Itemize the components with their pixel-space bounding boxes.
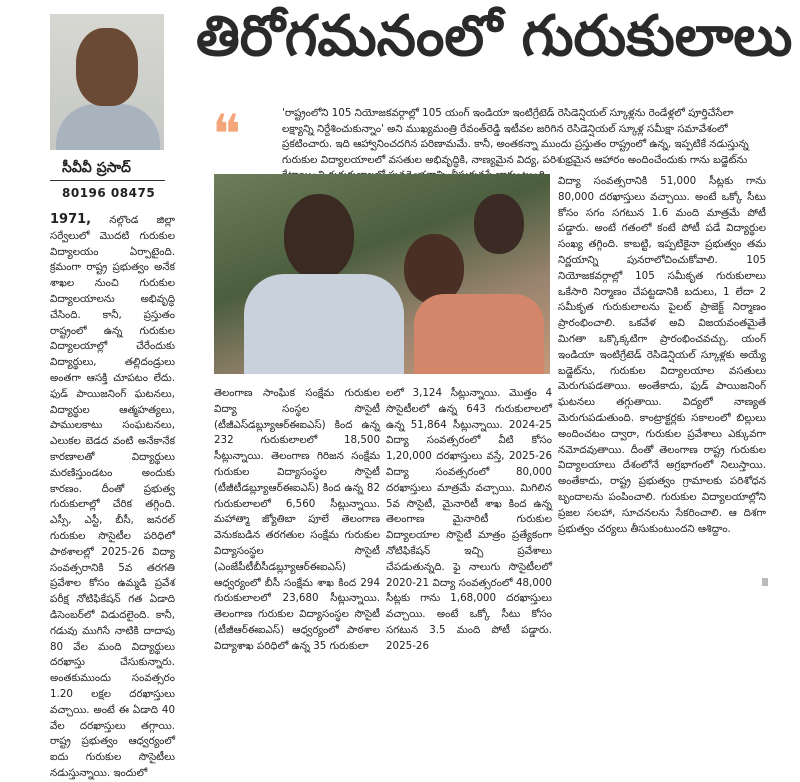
author-name: సీవీవీ ప్రసాద్	[62, 160, 131, 176]
article-column-2: తెలంగాణ సాంఘిక సంక్షేమ గురుకుల విద్యా సంస్థల సొసైటీ (టీజీఎస్‌డబ్ల్యూఆర్ఈఐఎస్) కింద ఉన్న 232 గురుకులాలలో 18,500 సీట్లున్నాయి. తెలంగాణ గిరిజన సంక్షేమ గురుకుల విద్యాసంస్థల సొసైటీ (టీజీటీడబ్ల్యూఆర్ఈఐఎస్) కింద ఉన్న 82 గురుకులాలలో 6,560 సీట్లున్నాయి. మహాత్మా జ్యోతిబా పూలే తెలంగాణ వెనుకబడిన తరగతుల సంక్షేమ గురుకుల విద్యాసంస్థల సొసైటీ (ఎంజేపీటీబీసీడబ్ల్యూఆర్ఈఐఎస్) ఆధ్వర్యంలో బీసీ సంక్షేమ శాఖ కింద 294 గురుకులాలలో 23,680 సీట్లున్నాయి. తెలంగాణ గురుకుల విద్యాసంస్థల సొసైటీ (టీజీఆర్ఈఐఎస్) ఆధ్వర్యంలో పాఠశాల విద్యాశాఖ పరిధిలో ఉన్న 35 గురుకులా	[214, 387, 380, 652]
lead-word: 1971,	[50, 212, 92, 227]
author-photo	[50, 14, 164, 150]
news-photo	[214, 174, 550, 374]
quote-icon: ❝	[212, 103, 242, 166]
article-column-4: విద్యా సంవత్సరానికి 51,000 సీట్లకు గాను 80,000 దరఖాస్తులు వచ్చాయి. అంటే ఒక్కో సీటు కోసం సగం సగటున 1.6 మంది మాత్రమే పోటీ పడ్డారు. అంటే గతంలో కంటే పోటీ పడే విద్యార్థుల సంఖ్య తగ్గింది. కాబట్టి, ఇప్పటికైనా ప్రభుత్వం తమ నిర్ణయాన్ని పునరాలోచించుకోవాలి. 105 నియోజకవర్గాల్లో 105 సమీకృత గురుకులాలు ఒకేసారి నిర్మాణం చేపట్టడానికి బదులు, 1 లేదా 2 సమీకృత గురుకులాలను పైలట్ ప్రాజెక్ట్ నిర్మాణం ప్రారంభించాలి. ఒకవేళ అవి విజయవంతమైతే మిగతా ఒక్కొక్కటిగా ప్రారంభించవచ్చు. యంగ్ ఇండియా ఇంటిగ్రేటెడ్ రెసిడెన్షియల్ స్కూళ్లకు అయ్యే బడ్జెట్‌ను, గురుకుల విద్యాలయాల వసతులు మెరుగుపడతాయి. అంతేకాదు, ఫుడ్ పాయిజనింగ్ ఘటనలు తగ్గుతాయి. విద్యలో నాణ్యత మెరుగుపడుతుంది. కాంట్రాక్టర్లకు సకాలంలో బిల్లులు అందించటం ద్వారా, గురుకుల ప్రవేశాలు ఎక్కువగా నమోదవుతాయి. దీంతో తెలంగాణ రాష్ట్ర గురుకుల విద్యాలయాలు దేశంలోనే అగ్రభాగంలో నిలుస్తాయి. అంతేకాదు, రాష్ట్ర ప్రభుత్వం గ్రామాలకు పరిశోధన బృందాలను పంపించాలి. గురుకుల విద్యాలయాల్లోని ప్రజల సలహా, సూచనలను సేకరించాలి. ఆ దిశగా ప్రభుత్వం చర్యలు తీసుకుంటుందని ఆశిద్దాం.	[558, 175, 766, 535]
author-phone: 80196 08475	[62, 186, 156, 200]
headline: తిరోగమనంలో గురుకులాలు	[196, 4, 793, 69]
end-marker	[762, 578, 768, 586]
article-column-1	[50, 212, 175, 782]
column-1-text: నల్గొండ జిల్లా సర్వేలులో మొదటి గురుకుల విద్యాలయం ఏర్పాటైంది. క్రమంగా రాష్ట్ర ప్రభుత్వం అనేక శాఖల నుంచి గురుకుల విద్యాలయాలను అభివృద్ధి చేసింది. కానీ, ప్రస్తుతం రాష్ట్రంలో ఉన్న గురుకుల విద్యాలయాల్లో చేరేందుకు విద్యార్థులు, తల్లిదండ్రులు అంతగా ఆసక్తి చూపటం లేదు. ఫుడ్ పాయిజనింగ్ ఘటనలు, విద్యార్థుల ఆత్మహత్యలు, పాములకాటు సంఘటనలు, ఎలుకల బెడద వంటి అనేకానేక కారణాలతో విద్యార్థులు మరణిస్తుండటం అందుకు కారణం. దీంతో ప్రభుత్వ గురుకులాల్లో చేరిక తగ్గింది. ఎస్సీ, ఎస్టీ, బీసీ, జనరల్ గురుకుల సొసైటీల పరిధిలో పాఠశాలల్లో 2025-26 విద్యా సంవత్సరానికి 5వ తరగతి ప్రవేశాల కోసం ఉమ్మడి ప్రవేశ పరీక్ష నోటిఫికేషన్ గత ఏడాది డిసెంబర్‌లో విడుదలైంది. కానీ, గడువు ముగిసే నాటికి దాదాపు 80 వేల మంది విద్యార్థులు దరఖాస్తు చేసుకున్నారు. అంతకుముందు సంవత్సరం 1.20 లక్షల దరఖాస్తులు వచ్చాయి. అంటే ఈ ఏడాది 40 వేల దరఖాస్తులు తగ్గాయి. రాష్ట్ర ప్రభుత్వం ఆధ్వర్యంలో ఐదు గురుకుల సొసైటీలు నడుస్తున్నాయి. ఇందులో	[50, 214, 175, 779]
intro-paragraph: 'రాష్ట్రంలోని 105 నియోజకవర్గాల్లో 105 యంగ్ ఇండియా ఇంటిగ్రేటెడ్ రెసిడెన్షియల్ స్కూళ్లను రెండేళ్లలో పూర్తిచేసేలా లక్ష్యాన్ని నిర్దేశించుకున్నాం' అని ముఖ్యమంత్రి రేవంత్‌రెడ్డి ఇటీవల జరిగిన రెసిడెన్షియల్ స్కూళ్ల సమీక్షా సమావేశంలో ప్రకటించారు. ఇది ఆహ్వానించదగిన పరిణామమే. కానీ, అంతకన్నా ముందు ప్రస్తుతం రాష్ట్రంలో ఉన్న, ఇప్పటికే నడుస్తున్న గురుకుల విద్యాలయాలలో వసతుల అభివృద్ధికి, నాణ్యమైన విద్య, పరిశుభ్రమైన ఆహారం అందించేందుకు గాను బడ్జెట్‌ను	[282, 107, 749, 166]
article-column-3: లలో 3,124 సీట్లున్నాయి. మొత్తం 4 సొసైటీలలో ఉన్న 643 గురుకులాలలో ఉన్న 51,864 సీట్లున్నాయి. 2024-25 విద్యా సంవత్సరంలో వీటి కోసం 1,20,000 దరఖాస్తులు వస్తే, 2025-26 విద్యా సంవత్సరంలో 80,000 దరఖాస్తులు మాత్రమే వచ్చాయి. మిగిలిన 5వ సొసైటీ, మైనారిటీ శాఖ కింద ఉన్న తెలంగాణ మైనారిటీ గురుకుల విద్యాలయాల సొసైటీ మాత్రం ప్రత్యేకంగా నోటిఫికేషన్ ఇచ్చి ప్రవేశాలు చేపడుతున్నది. ఫై నాలుగు సొసైటీలలో 2020-21 విద్యా సంవత్సరంలో 48,000 సీట్లకు గాను 1,68,000 దరఖాస్తులు వచ్చాయి. అంటే ఒక్కో సీటు కోసం సగటున 3.5 మంది పోటీ పడ్డారు. 2025-26	[386, 387, 552, 652]
divider	[50, 180, 165, 181]
